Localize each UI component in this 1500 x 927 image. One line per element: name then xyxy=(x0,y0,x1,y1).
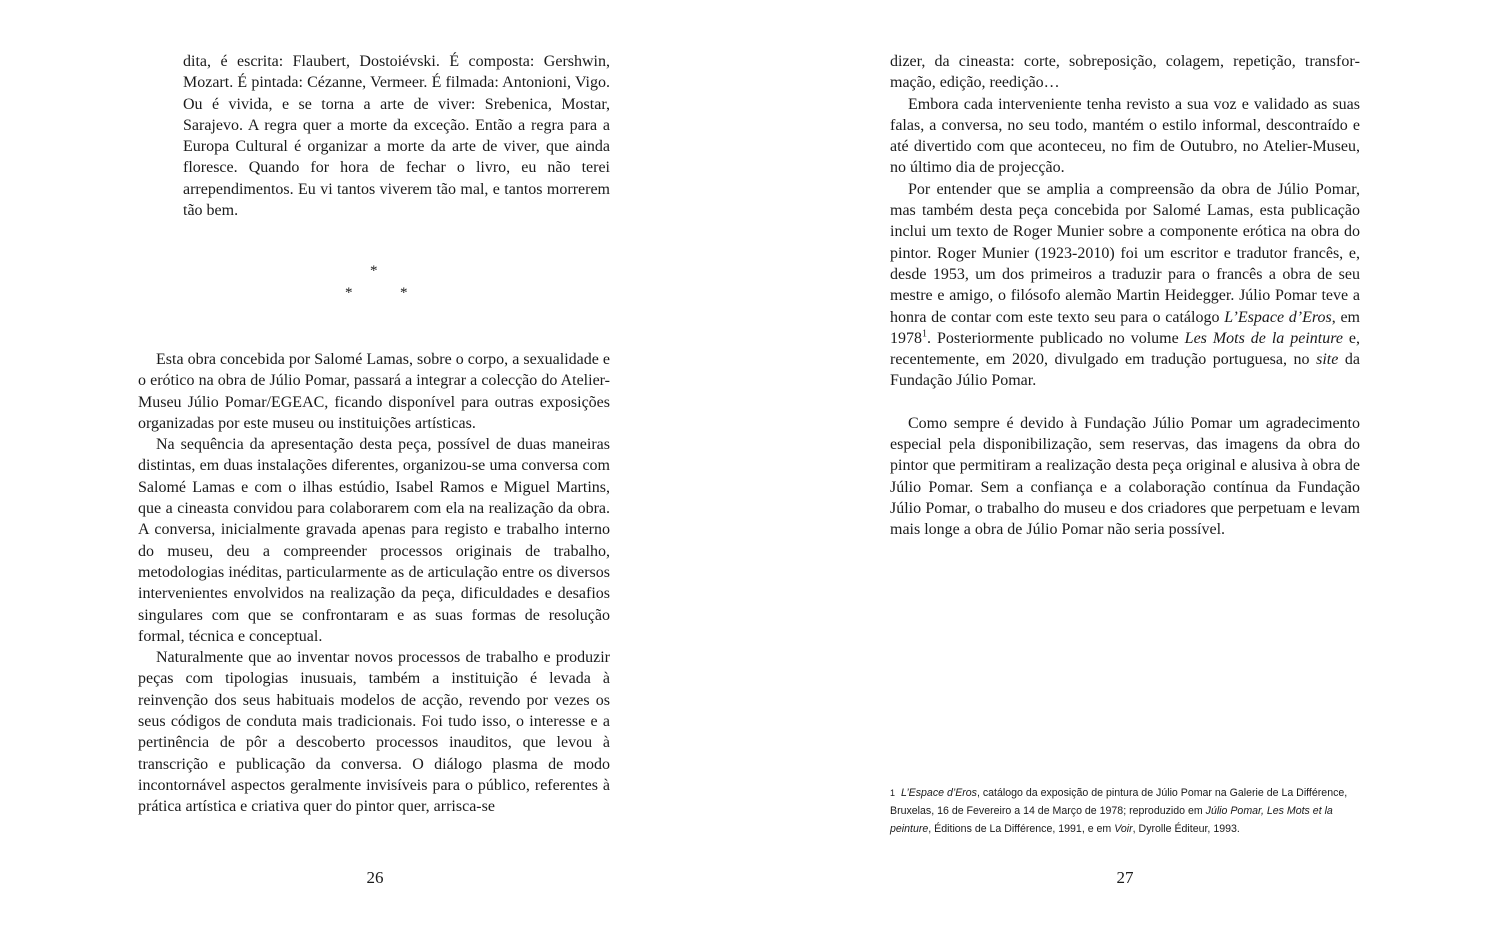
paragraph-sequencia: Na sequência da apresentação desta peça, possível de duas maneiras distintas, em duas instalações diferentes, organizou-se uma conversa com Salomé Lamas e com o ilhas estúdio, Isabel Ramos e Miguel Martins, que a cineasta convidou para colaborarem com ela na realização da obra. A conversa, inicialmente gravada apenas para registo e trabalho interno do museu, deu a compreender processos originais de trabalho, metodologias inéditas, particularmente as de articulação entre os diversos intervenientes envolvidos na realização da peça, dificuldades e desafios singulares com que se confrontaram e as suas formas de resolução formal, técnica e conceptual. xyxy=(138,436,610,645)
footnote-text: , Dyrolle Éditeur, 1993. xyxy=(1132,823,1240,835)
paragraph-por-entender xyxy=(890,179,1360,392)
footnote-title-3: Voir xyxy=(1114,823,1133,835)
footnote-title-2: Júlio Pomar, Les Mots et la peinture xyxy=(890,805,1333,835)
asterism-star-right: * xyxy=(400,285,408,301)
right-page xyxy=(750,0,1500,927)
paragraph-naturalmente: Naturalmente que ao inventar novos processos de trabalho e produzir peças com tipologias inusuais, também a instituição é levada à reinvenção dos seus habituais modelos de acção, revendo por vezes os seus códigos de conduta mais tradicionais. Foi tudo isso, o interesse e a pertinência de pôr a descoberto processos inauditos, que levou à transcrição e publicação da conversa. O diálogo plasma de modo incontornável aspectos geralmente invisíveis para o público, referentes à prática artística e criativa quer do pintor quer, arrisca-se xyxy=(138,649,610,816)
text-segment: e, recentemente, em 2020, divulgado em tradução portuguesa, no xyxy=(890,329,1360,369)
text-segment: , em 1978 xyxy=(890,308,1361,347)
footnote-title: L’Espace d’Eros xyxy=(901,787,977,799)
footnote-reference[interactable]: 1 xyxy=(922,328,927,340)
asterism-star-left: * xyxy=(345,285,353,301)
page-number-left: 26 xyxy=(366,868,384,887)
italic-title-mots-peinture: Les Mots de la peinture xyxy=(1184,329,1343,347)
paragraph-obra-concebida: Esta obra concebida por Salomé Lamas, sobre o corpo, a sexualidade e o erótico na obra de Júlio Pomar, passará a integrar a colecção do Atelier-Museu Júlio Pomar/EGEAC, ficando disponível para outras exposições organizadas por este museu ou instituições artísticas. xyxy=(138,351,610,432)
footnote-text: , catálogo da exposição de pintura de Júlio Pomar na Galerie de La Différence, Bruxelas, 16 de Fevereiro a 14 de Março de 1978; reproduzido em xyxy=(890,787,1348,817)
text-segment: . Posteriormente publicado no volume xyxy=(927,329,1185,347)
text-segment: Por entender que se amplia a compreensão da obra de Júlio Pomar, mas também desta peça concebida por Salomé Lamas, esta publicação inclui um texto de Roger Munier sobre a componente erótica na obra do pintor. Roger Munier (1923-2010) foi um escritor e tradutor francês, e, desde 1953, um dos primeiros a traduzir para o francês a obra de seu mestre e amigo, o filósofo alemão Martin Heidegger. Júlio Pomar teve a honra de contar com este texto seu para o catálogo xyxy=(890,180,1360,326)
right-body-text xyxy=(890,51,1360,541)
paragraph-embora: Embora cada interveniente tenha revisto a sua voz e validado as suas falas, a conversa, no seu todo, mantém o estilo informal, descontraído e até divertido com que aconteceu, no fim de Outubro, no Atelier-Museu, no último dia de projecção. xyxy=(890,95,1360,177)
poem-excerpt xyxy=(183,51,610,221)
italic-title-espace-eros: L’Espace d’Eros xyxy=(1224,308,1332,326)
footnote xyxy=(890,784,1360,838)
paragraph-gap xyxy=(890,392,1360,413)
left-body-text xyxy=(138,349,610,818)
footnote-text: , Éditions de La Différence, 1991, e em xyxy=(928,823,1115,835)
asterism-divider xyxy=(0,263,750,313)
paragraph-dizer: dizer, da cineasta: corte, sobreposição, colagem, repetição, transformação, edição, reedição… xyxy=(890,53,1360,92)
italic-site: site xyxy=(1316,351,1339,369)
page-number-right: 27 xyxy=(1116,868,1134,887)
asterism-star-top: * xyxy=(370,263,378,279)
footnote-marker: 1 xyxy=(890,788,896,798)
paragraph-como-sempre: Como sempre é devido à Fundação Júlio Pomar um agradecimento especial pela disponibilização, sem reservas, das imagens da obra do pintor que permitiram a realização desta peça original e alusiva à obra de Júlio Pomar. Sem a confiança e a colaboração contínua da Fundação Júlio Pomar, o trabalho do museu e dos criadores que perpetuam e levam mais longe a obra de Júlio Pomar não seria possível. xyxy=(890,414,1360,539)
poem-paragraph: dita, é escrita: Flaubert, Dostoiévski. É composta: Gershwin, Mozart. É pintada: Cézanne, Vermeer. É filmada: Antonioni, Vigo. Ou é vivida, e se torna a arte de viver: Srebenica, Mostar, Sarajevo. A regra quer a morte da exceção. Então a regra para a Europa Cultural é organizar a morte da arte de viver, que ainda floresce. Quando for hora de fechar o livro, eu não terei arrependimentos. Eu vi tantos viverem tão mal, e tantos morrerem tão bem. xyxy=(183,53,610,220)
text-segment: da Fundação Júlio Pomar. xyxy=(890,351,1361,390)
